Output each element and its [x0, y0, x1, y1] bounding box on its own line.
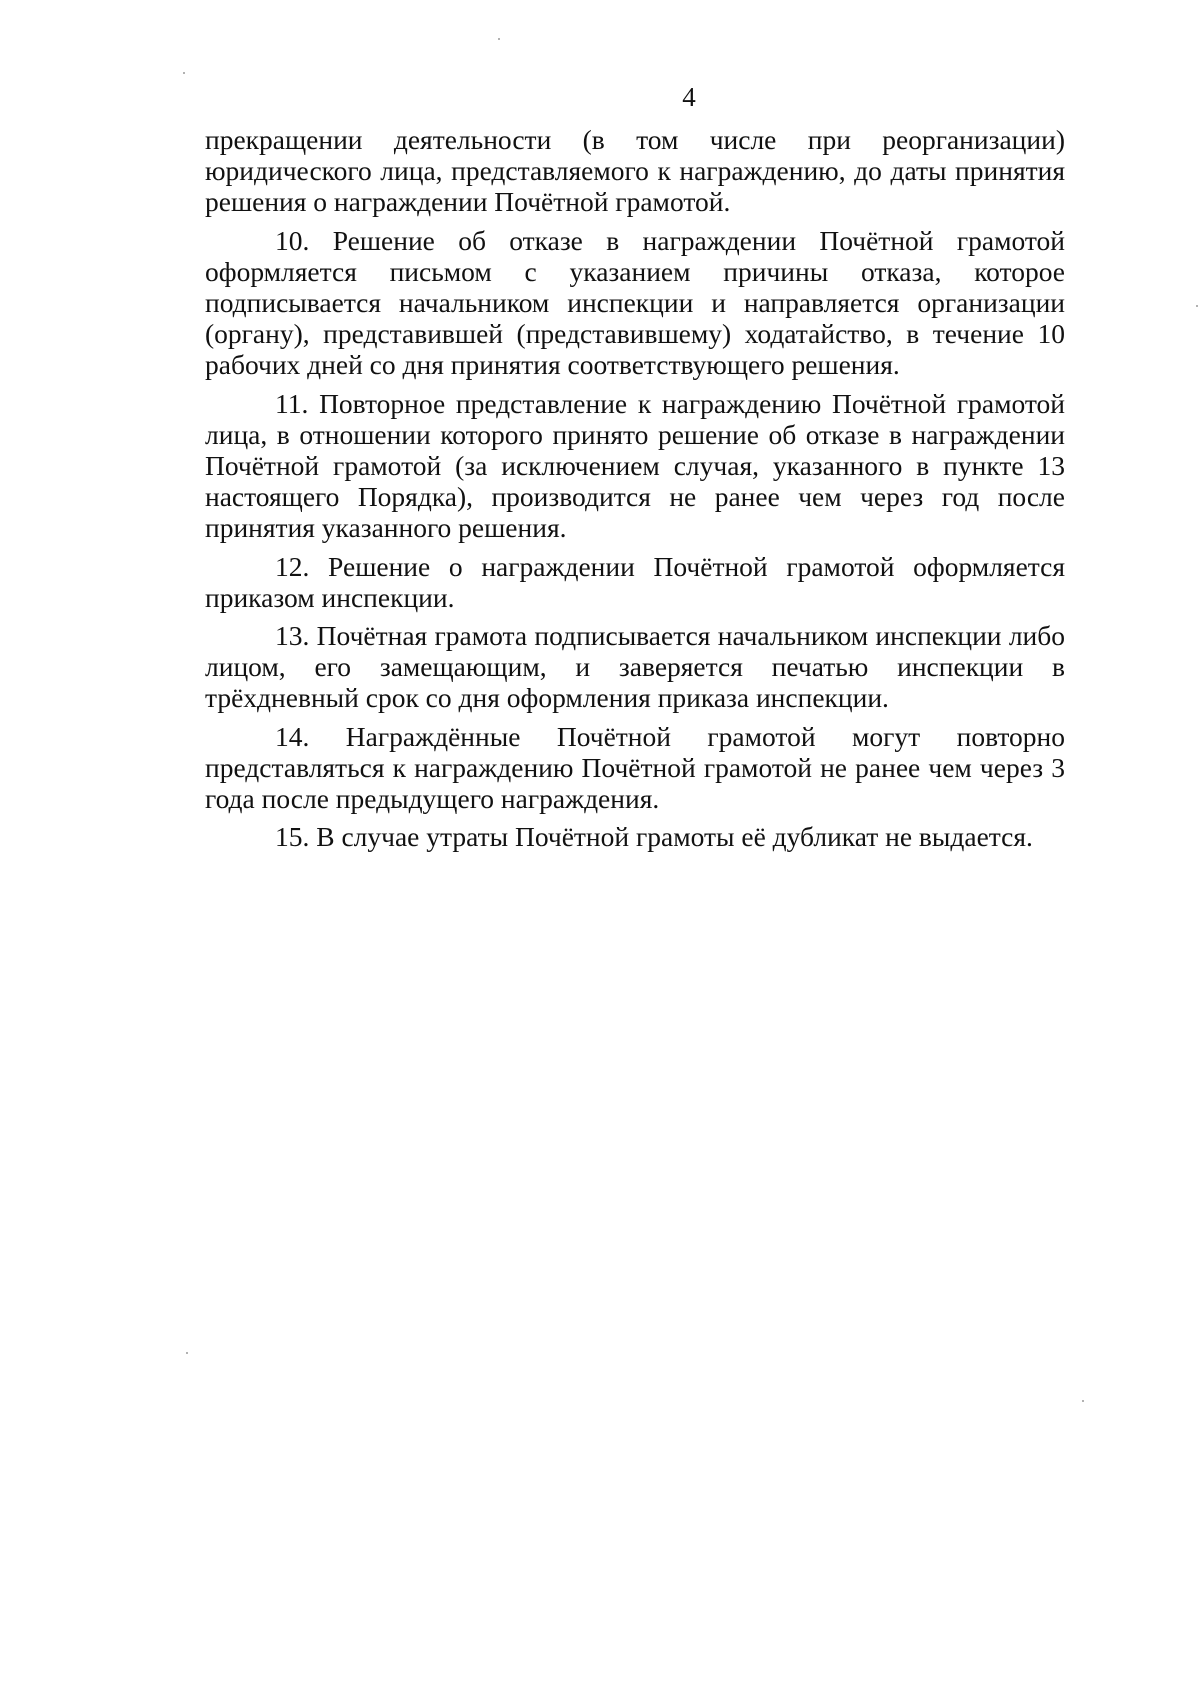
paragraph-item-13: 13. Почётная грамота подписывается начальником инспекции либо лицом, его замещающим, и заверяется печатью инспекции в трёхдневный срок со дня оформления приказа инспекции. — [205, 620, 1065, 714]
document-body — [205, 124, 1065, 859]
scan-speck — [1082, 1400, 1084, 1402]
paragraph-item-11: 11. Повторное представление к награждению Почётной грамотой лица, в отношении которого принято решение об отказе в награждении Почётной грамотой (за исключением случая, указанного в пункте 13 настоящего Порядка), производится не ранее чем через год после принятия указанного решения. — [205, 387, 1065, 544]
scan-speck — [1196, 305, 1198, 307]
scan-speck — [498, 38, 500, 40]
page-number: 4 — [682, 82, 696, 112]
paragraph-item-10: 10. Решение об отказе в награждении Почётной грамотой оформляется письмом с указанием причины отказа, которое подписывается начальником инспекции и направляется организации (органу), представившей (представившему) ходатайство, в течение 10 рабочих дней со дня принятия соответствующего решения. — [205, 224, 1065, 381]
scan-speck — [186, 1352, 188, 1354]
paragraph-continuation: прекращении деятельности (в том числе при реорганизации) юридического лица, представляемого к награждению, до даты принятия решения о награждении Почётной грамотой. — [205, 124, 1065, 218]
paragraph-item-12: 12. Решение о награждении Почётной грамотой оформляется приказом инспекции. — [205, 550, 1065, 613]
paragraph-item-15: 15. В случае утраты Почётной грамоты её дубликат не выдается. — [275, 821, 1033, 853]
scan-speck — [183, 72, 185, 74]
paragraph-item-14: 14. Награждённые Почётной грамотой могут повторно представляться к награждению Почётной грамотой не ранее чем через 3 года после предыдущего награждения. — [205, 720, 1065, 815]
